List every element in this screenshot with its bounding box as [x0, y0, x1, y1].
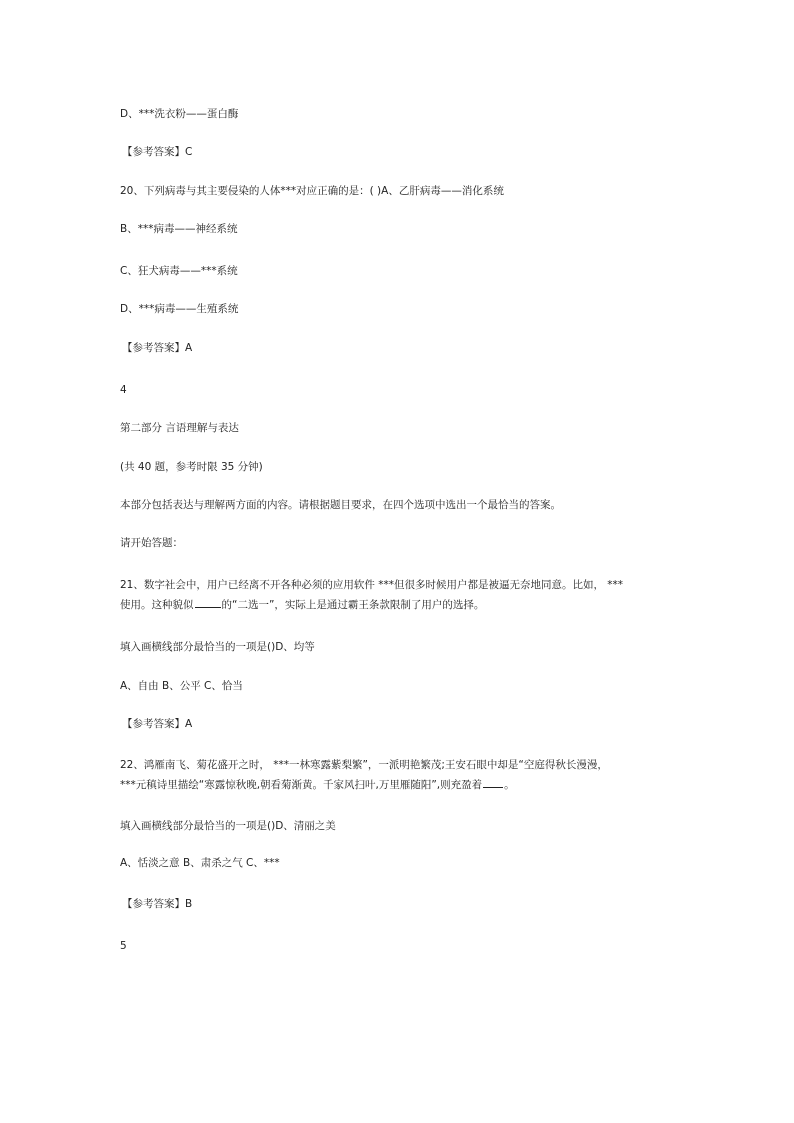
- answer-q21: 【参考答案】A: [122, 718, 193, 730]
- page-number-5: 5: [120, 940, 127, 952]
- question-22-text-a: ***元稹诗里描绘“寒露惊秋晚,朝看菊渐黄。千家风扫叶,万里雁随阳”,则充盈着: [120, 779, 483, 791]
- option-d-q20: D、***病毒——生殖系统: [120, 303, 239, 315]
- answer-blank: [195, 597, 221, 608]
- question-21-text-b: 的“二选一”，实际上是通过霸王条款限制了用户的选择。: [221, 599, 485, 611]
- answer-blank: [483, 777, 503, 788]
- option-c-q20: C、狂犬病毒——***系统: [120, 265, 238, 277]
- answer-q22: 【参考答案】B: [122, 898, 193, 910]
- question-21-line-2: [120, 597, 484, 612]
- start-prompt: 请开始答题：: [120, 537, 183, 549]
- fill-prompt-q21: 填入画横线部分最恰当的一项是()D、均等: [120, 641, 315, 653]
- question-22-line-2: [120, 777, 515, 792]
- options-q21: A、自由 B、公平 C、恰当: [120, 680, 243, 692]
- options-q22: A、恬淡之意 B、肃杀之气 C、***: [120, 857, 280, 869]
- option-b-q20: B、***病毒——神经系统: [120, 223, 238, 235]
- section-info: (共 40 题，参考时限 35 分钟): [120, 461, 263, 473]
- question-22-line-1: 22、鸿雁南飞、菊花盛开之时， ***一林寒露紫梨繁”，一派明艳繁茂;王安石眼中却是“空庭得秋长漫漫，: [120, 759, 608, 771]
- section-instructions: 本部分包括表达与理解两方面的内容。请根据题目要求，在四个选项中选出一个最恰当的答案。: [120, 499, 561, 511]
- answer-q19: 【参考答案】C: [122, 146, 193, 158]
- fill-prompt-q22: 填入画横线部分最恰当的一项是()D、清丽之美: [120, 820, 336, 832]
- question-21-line-1: 21、数字社会中，用户已经离不开各种必须的应用软件 ***但很多时候用户都是被逼无奈地同意。比如， ***: [120, 579, 624, 591]
- question-21-text-a: 使用。这种貌似: [120, 599, 194, 611]
- question-20: 20、下列病毒与其主要侵染的人体***对应正确的是：( )A、乙肝病毒——消化系统: [120, 185, 504, 197]
- question-22-text-b: 。: [504, 779, 515, 791]
- section-title: 第二部分 言语理解与表达: [120, 422, 239, 434]
- option-d-q19: D、***洗衣粉——蛋白酶: [120, 108, 239, 120]
- page-number-4: 4: [120, 384, 127, 396]
- answer-q20: 【参考答案】A: [122, 342, 193, 354]
